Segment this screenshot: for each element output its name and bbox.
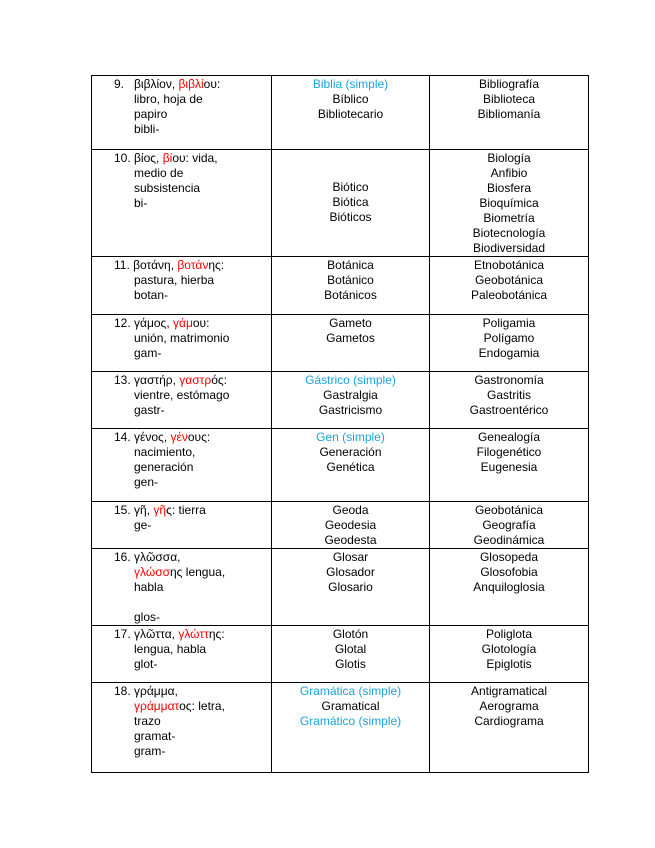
meaning-line: generación [134,460,194,474]
row-number: 13. [114,373,131,387]
compound-word: Poliglota [485,627,533,641]
greek-root-line [114,430,271,445]
meaning-line: glot- [134,657,158,671]
compound-word: Biología [487,151,531,165]
greek-root-line [114,316,271,331]
compound-word: Geodinámica [473,533,545,547]
greek-root-line [114,77,271,92]
compound-words-cell [430,683,589,773]
compound-word: Biometría [483,211,535,225]
compound-words-cell [430,76,589,150]
derived-words-cell [272,76,430,150]
meaning-line: gen- [134,475,159,489]
greek-root-cell [92,372,272,429]
compound-words-cell [430,150,589,257]
greek-ending: ς: tierra [166,503,206,517]
compound-words-cell [430,549,589,626]
greek-root-cell [92,257,272,315]
compound-word: Glosofobia [480,565,538,579]
row-number: 14. [114,430,131,444]
derived-word: Gramatical [321,699,380,713]
compound-words-cell [430,257,589,315]
derived-word: Gramática (simple) [299,684,402,698]
derived-word: Bíblico [332,92,369,106]
derived-word: Biblia (simple) [312,77,389,91]
meaning-line: bi- [134,196,148,210]
derived-word: Generación [319,445,382,459]
derived-word: Glosario [328,580,373,594]
compound-word: Antigramatical [470,684,548,698]
meaning-line: bibli- [134,122,160,136]
meaning-line: unión, matrimonio [134,331,230,345]
greek-stem-highlight: γλώττ [178,627,209,641]
compound-word: Polígamo [483,331,535,345]
compound-word: Bibliografía [478,77,540,91]
greek-ending: ους: [187,430,211,444]
meaning-line: trazo [134,714,161,728]
compound-word: Glotología [481,642,537,656]
compound-words-cell [430,372,589,429]
meaning-line: glos- [134,610,161,624]
meaning-line: habla [134,580,164,594]
greek-stem-highlight: γέν [170,430,188,444]
compound-words-cell [430,626,589,683]
greek-nominative: γλῶττα, [134,627,179,641]
meaning-line: libro, hoja de [134,92,203,106]
derived-word: Bióticos [329,210,372,224]
derived-words-cell [272,257,430,315]
greek-root-line [114,151,271,166]
derived-word: Gen (simple) [316,430,385,444]
etymology-table [91,75,589,773]
derived-words-cell [272,502,430,549]
compound-word: Poligamia [482,316,536,330]
greek-ending: ης: [208,627,225,641]
greek-genitive-line [114,699,271,714]
meaning-line: botan- [134,288,169,302]
greek-stem-highlight: γαστρ [179,373,212,387]
compound-word: Filogenético [476,445,542,459]
greek-stem-highlight: γλώσσ [134,565,170,579]
row-number: 9. [114,77,125,91]
compound-word: Eugenesia [480,460,538,474]
compound-words-cell [430,429,589,502]
greek-nominative: βίος, [134,151,163,165]
derived-word: Biótico [332,180,369,194]
greek-stem-highlight: βοτάν [177,258,209,272]
table-row [92,683,589,773]
greek-nominative: γράμμα, [134,684,178,698]
greek-ending: ου: vida, [172,151,218,165]
greek-nominative: βοτάνη, [133,258,178,272]
derived-words-cell [272,626,430,683]
derived-word: Gametos [326,331,375,345]
greek-root-cell [92,549,272,626]
greek-root-line [114,373,271,388]
greek-root-cell [92,76,272,150]
greek-root-cell [92,626,272,683]
derived-word: Botánico [327,273,374,287]
derived-word: Glotis [335,657,366,671]
greek-root-cell [92,502,272,549]
compound-word: Biosfera [486,181,532,195]
table-row [92,626,589,683]
derived-word: Botánicos [324,288,377,302]
derived-word: Glosar [332,550,369,564]
derived-word: Glotón [332,627,369,641]
compound-word: Bioquímica [479,196,539,210]
derived-word: Gramático (simple) [299,714,402,728]
greek-ending: ου: [203,77,221,91]
derived-words-cell [272,315,430,372]
greek-stem-highlight: γάμ [173,316,193,330]
derived-word: Bibliotecario [317,107,384,121]
compound-word: Anfibio [490,166,528,180]
compound-word: Genealogía [477,430,541,444]
table-row [92,257,589,315]
row-number: 17. [114,627,131,641]
greek-nominative: γάμος, [134,316,174,330]
derived-word: Geodesia [324,518,377,532]
greek-nominative: γῆ, [134,503,154,517]
compound-word: Geobotánica [474,273,544,287]
derived-word: Biótica [332,195,369,209]
meaning-line: gram- [134,744,166,758]
compound-word: Bibliomanía [477,107,541,121]
table-row [92,549,589,626]
table-row [92,150,589,257]
derived-word: Gastricismo [318,403,383,417]
table-row [92,372,589,429]
compound-word: Gastronomía [474,373,544,387]
derived-word: Botánica [327,258,374,272]
compound-word: Etnobotánica [473,258,545,272]
meaning-line: lengua, habla [134,642,207,656]
derived-word: Geodesta [324,533,377,547]
table-row [92,315,589,372]
meaning-line: gastr- [134,403,165,417]
compound-word: Endogamia [478,346,540,360]
derived-word: Glosador [326,565,375,579]
derived-word: Gastralgia [323,388,378,402]
compound-word: Biblioteca [482,92,536,106]
derived-words-cell [272,429,430,502]
derived-words-cell [272,683,430,773]
meaning-line: vientre, estómago [134,388,230,402]
greek-genitive-line [114,565,271,580]
greek-root-line [114,258,271,273]
compound-word: Gastritis [486,388,531,402]
compound-words-cell [430,502,589,549]
table-body [92,76,589,773]
compound-word: Cardiograma [474,714,544,728]
meaning-line: gramat- [134,729,176,743]
meaning-line [114,595,271,610]
greek-nominative: γαστήρ, [134,373,180,387]
derived-words-cell [272,549,430,626]
greek-ending: ης lengua, [170,565,226,579]
meaning-line: nacimiento, [134,445,196,459]
greek-stem-highlight: γῆ [153,503,167,517]
row-number: 12. [114,316,131,330]
row-number: 16. [114,550,131,564]
meaning-line: gam- [134,346,162,360]
compound-word: Geobotánica [474,503,544,517]
greek-ending: ης: [208,258,225,272]
greek-ending: ός: [211,373,228,387]
meaning-line: medio de [134,166,184,180]
greek-root-cell [92,683,272,773]
greek-root-line [114,503,271,518]
greek-stem-highlight: βιβλί [178,77,204,91]
compound-word: Biotecnología [472,226,546,240]
compound-word: Gastroentérico [469,403,549,417]
table-row [92,502,589,549]
derived-word: Geoda [332,503,369,517]
compound-word: Geografía [482,518,536,532]
greek-nominative: γλῶσσα, [134,550,181,564]
greek-ending: ος: letra, [179,699,225,713]
compound-word: Anquiloglosia [473,580,545,594]
table-row [92,429,589,502]
meaning-line: subsistencia [134,181,201,195]
row-number: 11. [114,258,130,272]
greek-root-line [114,550,271,565]
table-row [92,76,589,150]
derived-word: Gástrico (simple) [305,373,396,387]
derived-word: Glotal [334,642,367,656]
derived-word: Genética [326,460,375,474]
derived-words-cell [272,372,430,429]
derived-word: Gameto [329,316,372,330]
compound-word: Glosopeda [479,550,539,564]
compound-word: Aerograma [479,699,539,713]
compound-word: Epiglotis [486,657,532,671]
meaning-line: ge- [134,518,152,532]
greek-root-cell [92,429,272,502]
row-number: 10. [114,151,131,165]
compound-word: Biodiversidad [472,241,546,255]
greek-nominative: γένος, [134,430,171,444]
greek-ending: ου: [192,316,210,330]
greek-root-line [114,627,271,642]
derived-words-cell [272,150,430,257]
row-number: 15. [114,503,131,517]
compound-words-cell [430,315,589,372]
compound-word: Paleobotánica [470,288,548,302]
greek-root-line [114,684,271,699]
greek-stem-highlight: γράμματ [134,699,180,713]
greek-stem-highlight: βί [162,151,173,165]
greek-root-cell [92,150,272,257]
greek-nominative: βιβλίον, [134,77,179,91]
row-number: 18. [114,684,131,698]
meaning-line: papiro [134,107,168,121]
greek-root-cell [92,315,272,372]
meaning-line: pastura, hierba [134,273,215,287]
